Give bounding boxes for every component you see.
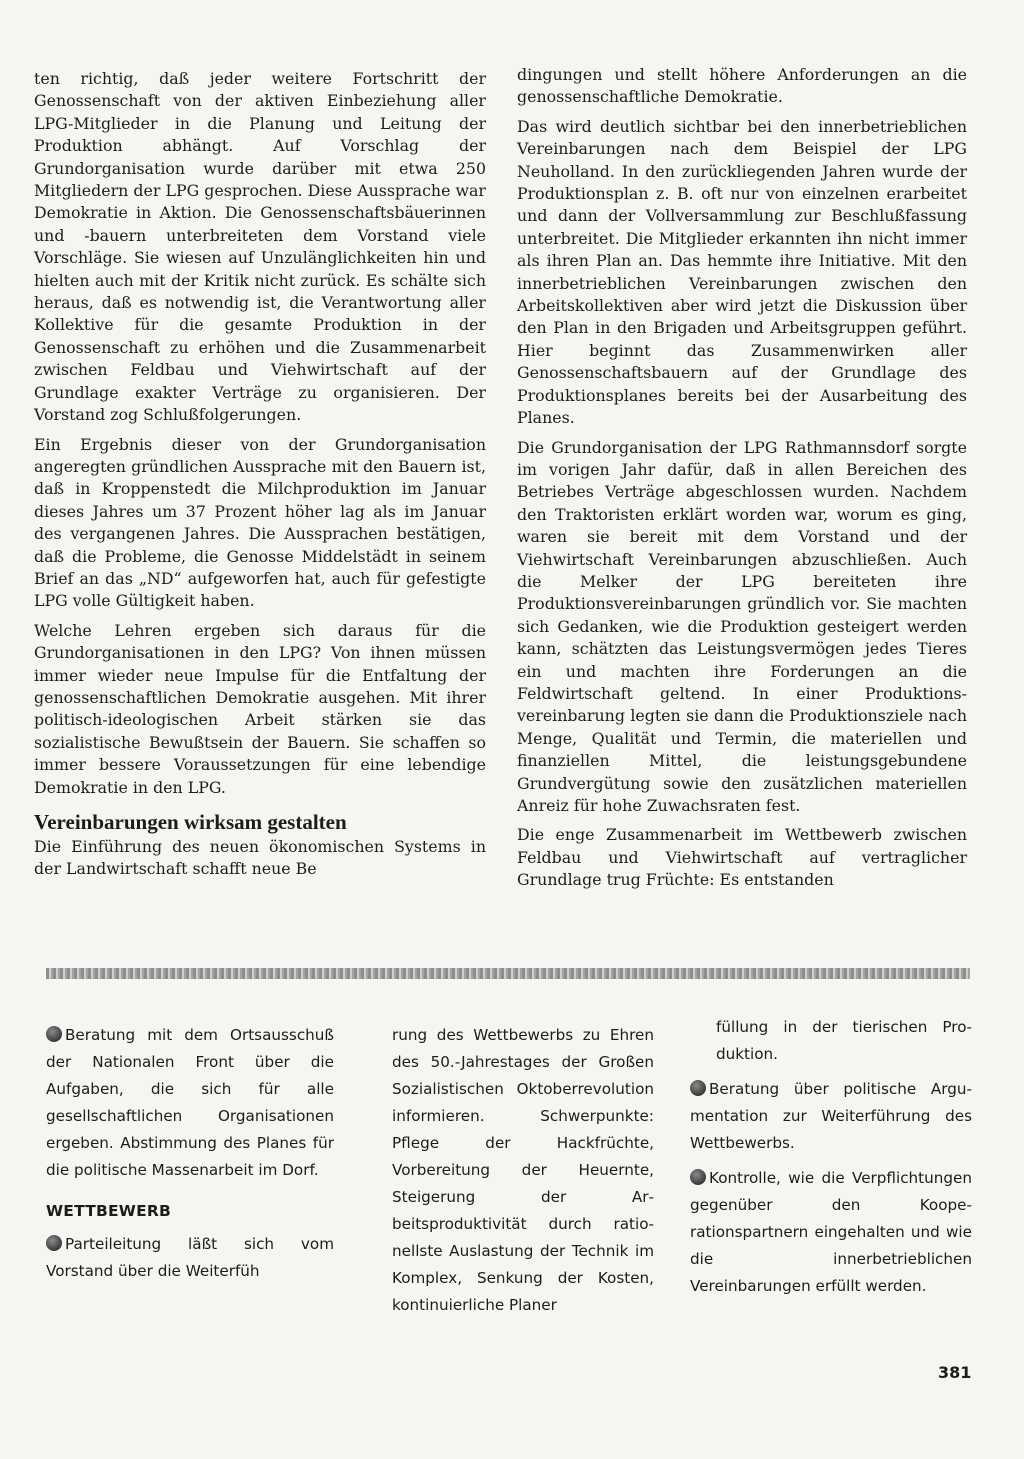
list-item-text: Parteileitung läßt sich vom Vorstand über die Weiterfüh [46, 1235, 334, 1280]
box-column-2 [392, 1022, 654, 1327]
bullet-icon [690, 1169, 706, 1185]
bullet-icon [690, 1080, 706, 1096]
paragraph: Welche Lehren ergeben sich daraus für die Grundorganisationen in den LPG? Von ihnen müssen immer wieder neue Impulse für die Entfaltung der genossenschaftlichen Demokratie ausgehen. Mit ihrer politisch-ideologischen Arbeit stärken sie das sozialistische Bewußtsein der Bauern. Sie schaffen so immer bessere Voraussetzungen für eine lebendige Demokratie in den LPG. [34, 620, 486, 797]
list-item [46, 1231, 334, 1285]
list-item-text: Beratung mit dem Ortsausschuß der Nationalen Front über die Aufgaben, die sich für alle gesellschaftlichen Organisationen ergeben. Abstimmung des Planes für die politische Massenarbeit im Dorf. [46, 1026, 334, 1179]
article-column-left [34, 68, 486, 888]
list-item-text: Beratung über politische Argumentation zur Weiterführung des Wettbewerbs. [690, 1080, 972, 1152]
paragraph: Die Einführung des neuen ökonomischen Systems in der Landwirtschaft schafft neue Be [34, 837, 486, 879]
box-column-3 [690, 1014, 972, 1308]
list-item [46, 1022, 334, 1184]
paragraph: ten richtig, daß jeder weitere Fortschritt der Genossenschaft von der aktiven Einbeziehung aller LPG-Mitglieder in die Planung und Leitung der Produktion abhängt. Auf Vorschlag der Grundorganisation wurde darüber mit etwa 250 Mitgliedern der LPG gesprochen. Diese Aussprache war Demokratie in Aktion. Die Genossenschaftsbäuerinnen und -bauern unterbreiteten dem Vorstand viele Vorschläge. Sie wiesen auf Unzulänglichkeiten hin und hielten auch mit der Kritik nicht zurück. Es schälte sich heraus, daß es notwendig ist, die Verantwortung aller Kollektive für die gesamte Produktion in der Genossenschaft zu erhöhen und die Zusammenarbeit zwischen Feldbau und Viehwirtschaft auf der Grundlage exakter Verträge zu organisieren. Der Vorstand zog Schlußfolgerungen. [34, 69, 486, 425]
section-heading: Vereinbarungen wirksam gestalten [34, 810, 347, 834]
paragraph: Das wird deutlich sichtbar bei den innerbetrieblichen Vereinbarungen nach dem Beispiel der LPG Neuholland. In den zurückliegenden Jahren wurde der Produktionsplan z. B. oft nur von einzelnen erarbeitet und dann der Vollversammlung zur Beschlußfassung unterbreitet. Die Mitglieder erkannten ihn nicht immer als ihren Plan an. Das hemmte ihre Initiative. Mit den innerbetrieblichen Vereinbarungen zwischen den Arbeitskollektiven aber wird jetzt die Diskussion über den Plan in den Brigaden und Arbeitsgruppen geführt. Hier beginnt das Zusammenwirken aller Genossenschaftsbauern auf der Grundlage des Produktionsplanes bereits bei der Ausarbeitung des Planes. [517, 116, 967, 428]
bullet-icon [46, 1235, 62, 1251]
list-item [690, 1165, 972, 1300]
paragraph: Die Grundorganisation der LPG Rathmannsdorf sorgte im vorigen Jahr dafür, daß in allen Bereichen des Betriebes Verträge abgeschlossen wurden. Nachdem den Traktoristen erklärt worden war, worum es ging, waren sie bereit mit dem Vorstand und der Viehwirtschaft Vereinbarungen abzuschließen. Auch die Melker der LPG bereiteten ihre Produktionsvereinbarungen gründlich vor. Sie machten sich Gedanken, wie die Produktion gesteigert werden kann, schätzten das Leistungsvermögen jedes Tieres ein und machten ihre Forderungen an die Feldwirtschaft geltend. In einer Produktionsvereinbarung legten sie dann die Produktionsziele nach Menge, Qualität und Termin, die materiellen und finanziellen Mittel, die leistungsgebundene Grundvergütung sowie den zusätzlichen materiellen Anreiz für hohe Zuwachsraten fest. [517, 437, 967, 815]
page-number: 381 [938, 1363, 972, 1382]
list-item-continuation: rung des Wettbewerbs zu Ehren des 50.-Jahrestages der Großen Sozialistischen Oktoberrevolution informieren. Schwerpunkte: Pflege der Hackfrüchte, Vorbereitung der Heuernte, Steigerung der Arbeitsproduktivität durch rationellste Auslastung der Technik im Komplex, Senkung der Kosten, kontinuierliche Planer [392, 1026, 654, 1314]
list-item-text: Kontrolle, wie die Verpflichtungen gegenüber den Kooperationspartnern eingehalten und wie die innerbetrieblichen Vereinbarungen erfüllt werden. [690, 1169, 972, 1295]
bullet-icon [46, 1026, 62, 1042]
paragraph: Die enge Zusammenarbeit im Wettbewerb zwischen Feldbau und Viehwirtschaft auf vertraglicher Grundlage trug Früchte: Es entstanden [517, 825, 967, 890]
list-item [690, 1076, 972, 1157]
box-column-1 [46, 1022, 334, 1293]
paragraph: dingungen und stellt höhere Anforderungen an die genossenschaftliche Demokratie. [517, 65, 967, 107]
list-item-continuation: füllung in der tierischen Produktion. [716, 1018, 972, 1063]
box-heading: WETTBEWERB [46, 1202, 172, 1220]
section-divider [46, 968, 970, 979]
article-column-right [517, 64, 967, 899]
paragraph: Ein Ergebnis dieser von der Grundorganisation angeregten gründlichen Aussprache mit den Bauern ist, daß in Kroppenstedt die Milchproduktion im Januar dieses Jahres um 37 Prozent höher lag als im Januar des vergangenen Jahres. Die Aussprachen bestätigen, daß die Probleme, die Genosse Middelstädt in seinem Brief an das „ND“ aufgeworfen hat, auch für gefestigte LPG volle Gültigkeit haben. [34, 434, 486, 611]
